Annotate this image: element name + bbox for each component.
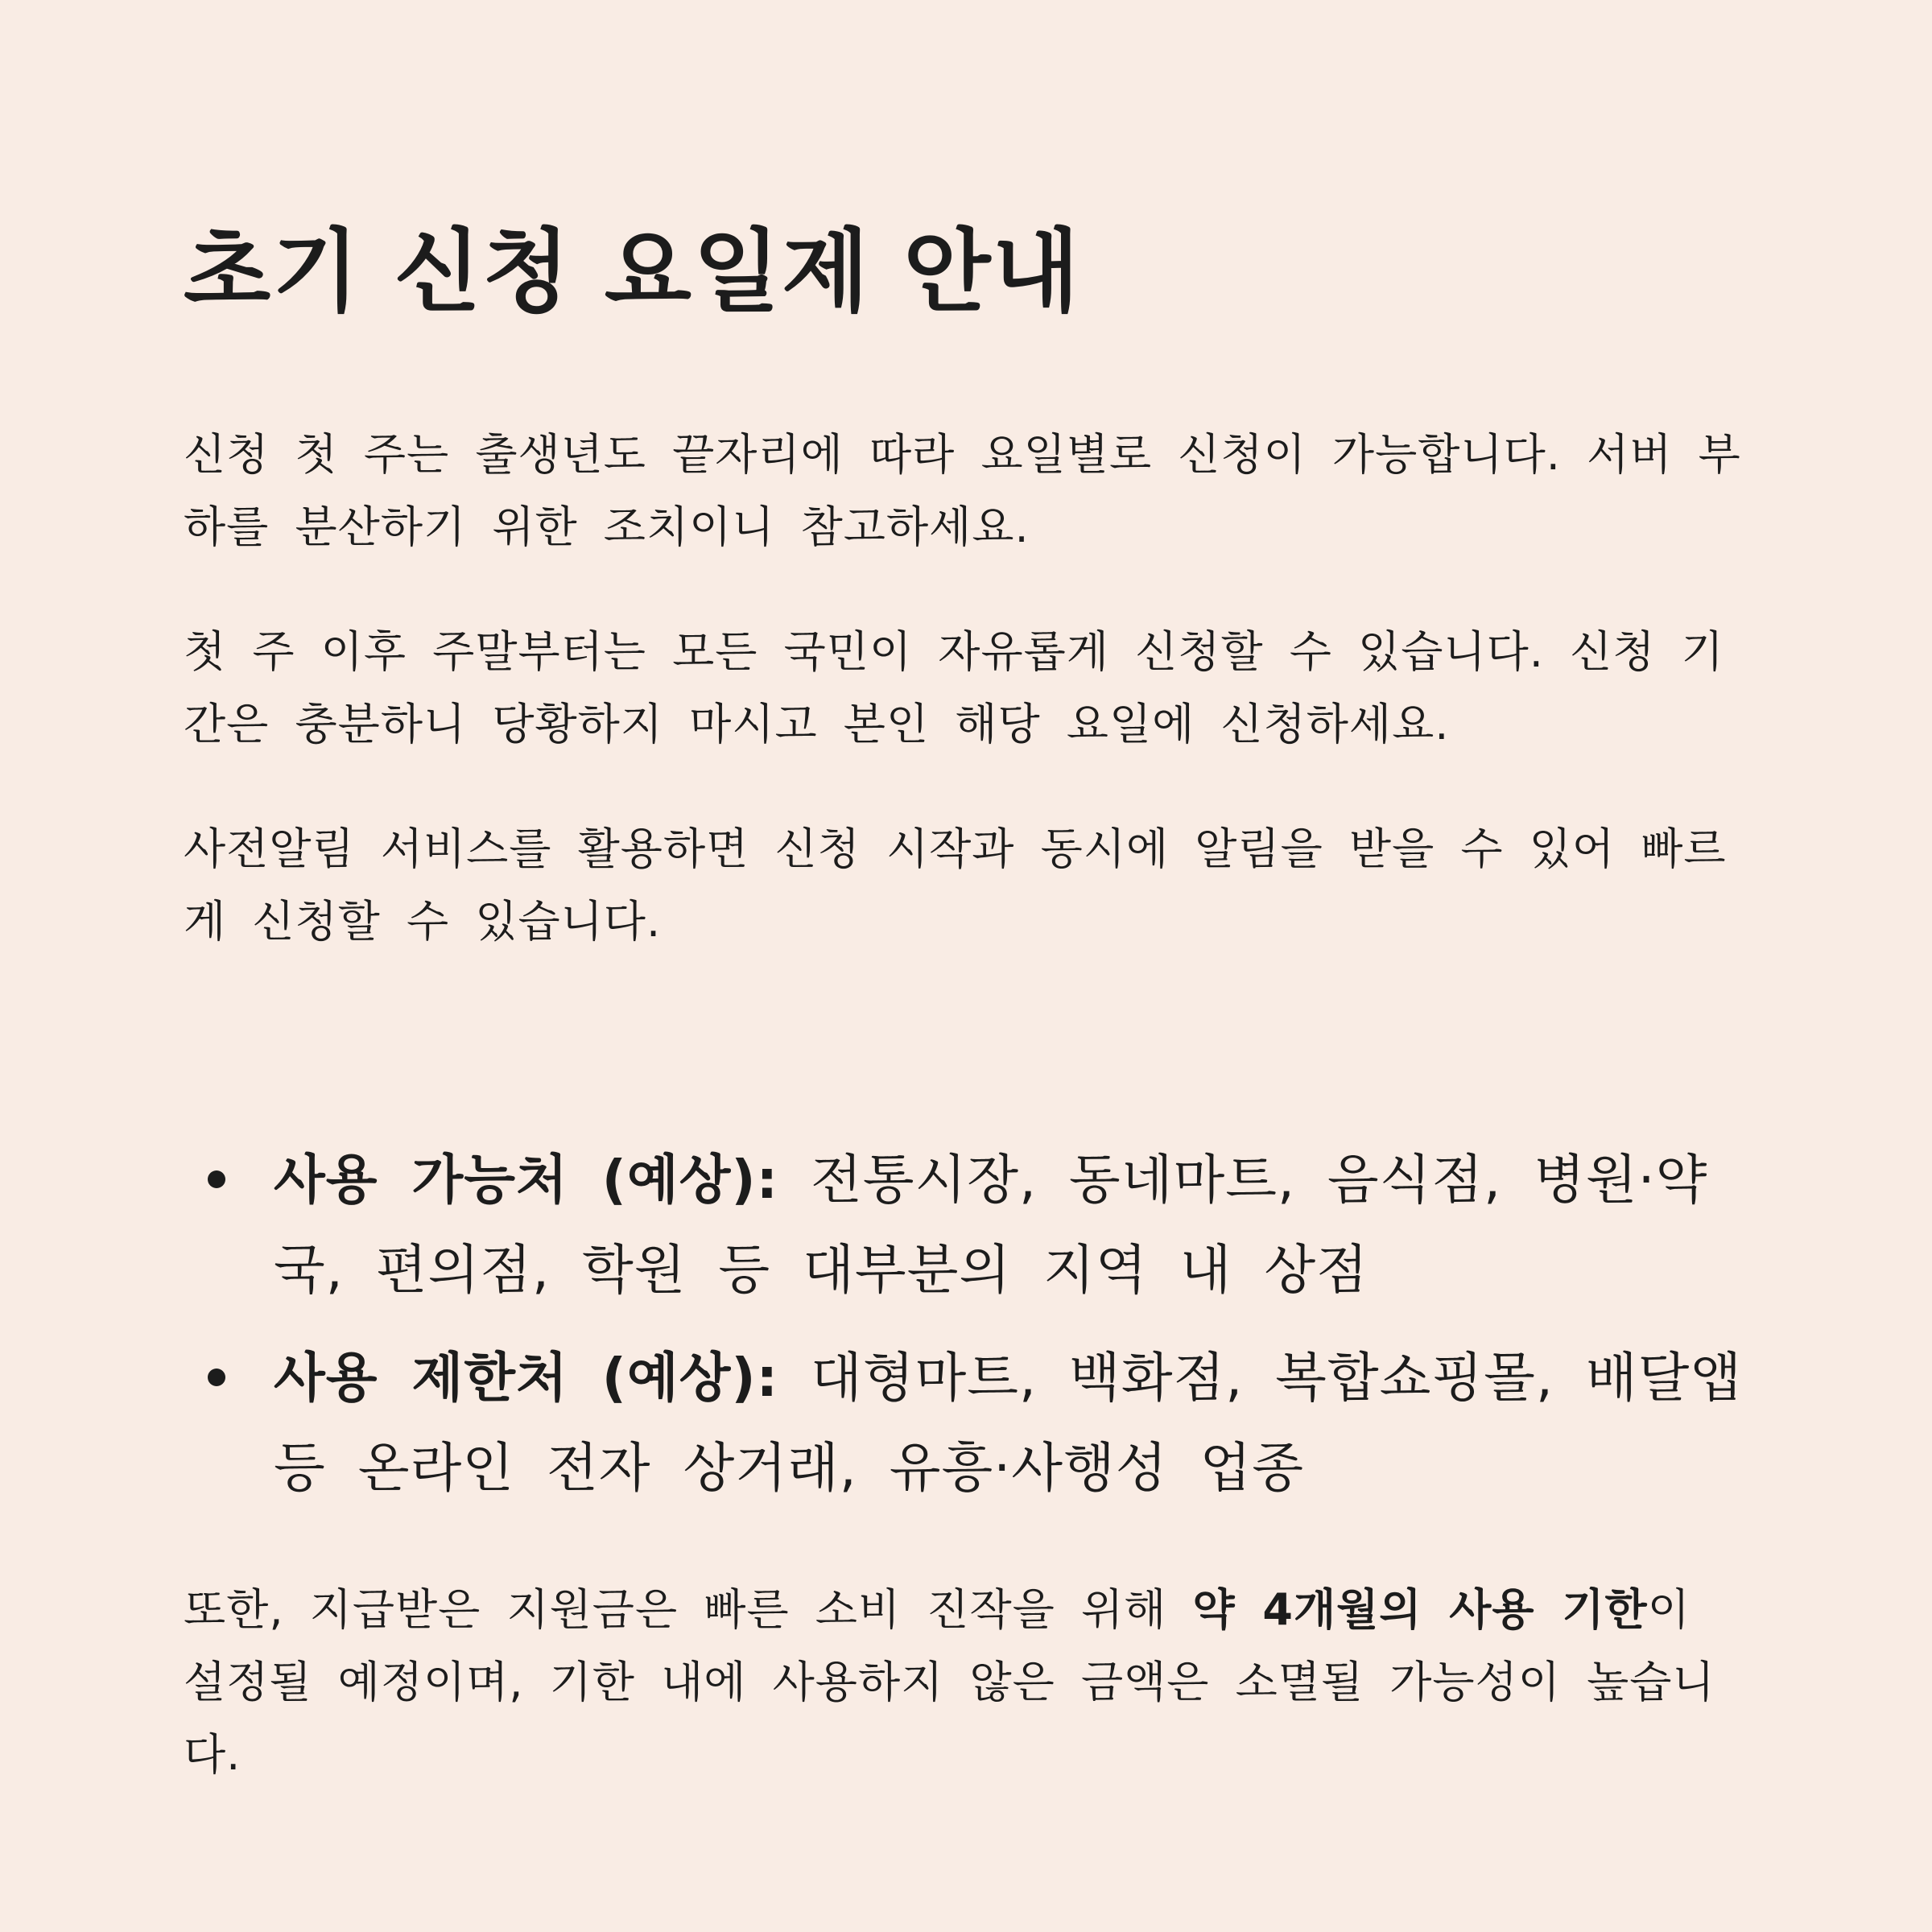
paragraph-usage-deadline [184, 1574, 1748, 1791]
deadline-emphasis: 약 4개월의 사용 기한 [1192, 1584, 1648, 1635]
info-page [184, 0, 1748, 1932]
paragraph-pre-notification: 사전알림 서비스를 활용하면 신청 시작과 동시에 알림을 받을 수 있어 빠르게 신청할 수 있습니다. [184, 824, 1727, 947]
list-item-allowed-places [184, 1135, 1748, 1315]
allowed-places-label: 사용 가능처 (예상): [274, 1149, 778, 1211]
bullet-dot-icon [208, 1170, 225, 1188]
deadline-text-after: 이 설정될 예정이며, 기한 내에 사용하지 않은 금액은 소멸될 가능성이 높습니다. [184, 1584, 1715, 1780]
paragraph-weekend-open: 첫 주 이후 주말부터는 모든 국민이 자유롭게 신청할 수 있습니다. 신청 기간은 충분하니 당황하지 마시고 본인 해당 요일에 신청하세요. [184, 626, 1724, 749]
restricted-places-text: 대형마트, 백화점, 복합쇼핑몰, 배달앱 등 온라인 전자 상거래, 유흥·사행성 업종 [274, 1347, 1743, 1499]
deadline-text-before: 또한, 지급받은 지원금은 빠른 소비 진작을 위해 [184, 1584, 1193, 1635]
page-title: 초기 신청 요일제 안내 [184, 220, 1081, 324]
allowed-places-text: 전통시장, 동네마트, 음식점, 병원·약국, 편의점, 학원 등 대부분의 지역 내 상점 [274, 1149, 1708, 1301]
bullet-dot-icon [208, 1368, 225, 1386]
list-item-restricted-places [184, 1333, 1748, 1513]
usage-list [184, 1135, 1748, 1531]
paragraph-weekday-schedule: 신청 첫 주는 출생년도 끝자리에 따라 요일별로 신청이 가능합니다. 서버 부하를 분산하기 위한 조치이니 참고하세요. [184, 429, 1741, 552]
restricted-places-label: 사용 제한처 (예상): [274, 1347, 778, 1409]
